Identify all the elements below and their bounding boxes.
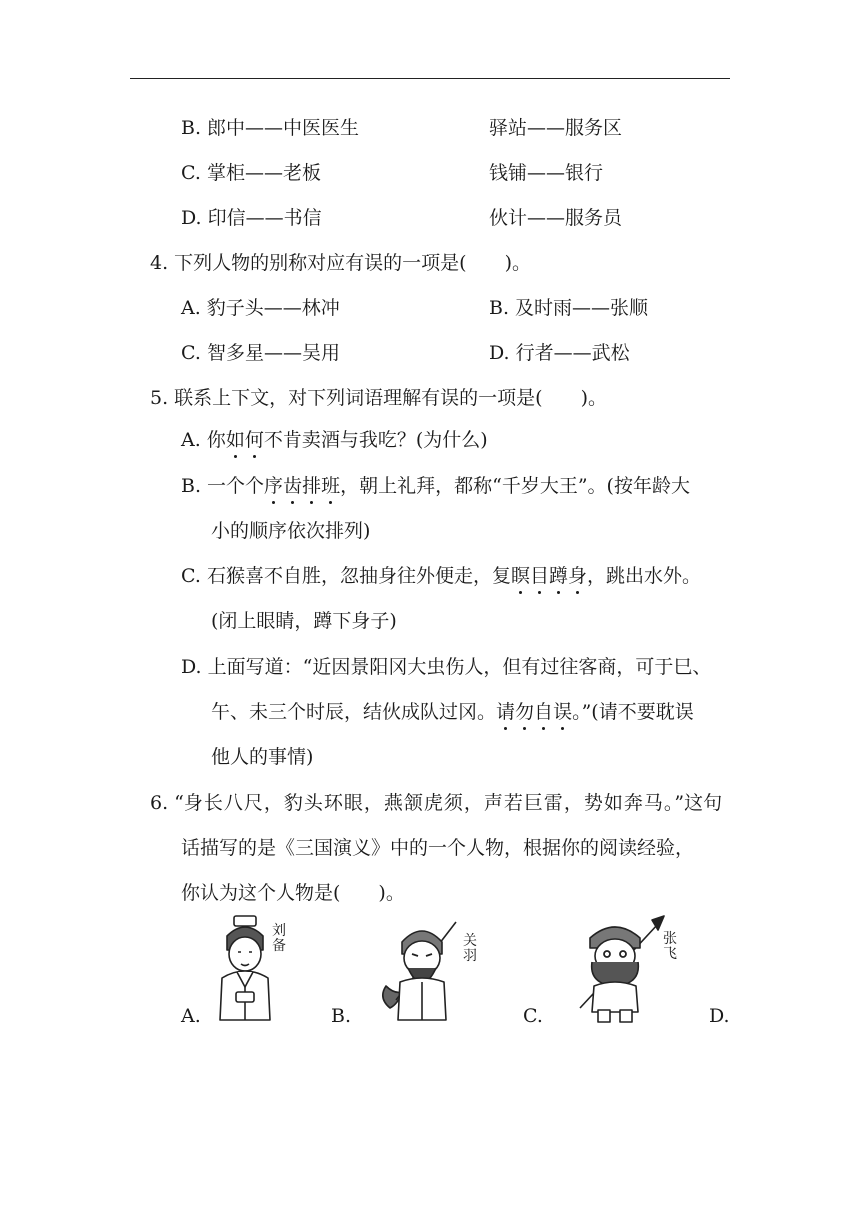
q5-a-pre: A. 你 [181, 429, 226, 451]
q6-option-d: D. [709, 1005, 730, 1027]
figure-label-liubei-char2: 备 [272, 938, 286, 954]
q5-c-dotted [511, 565, 587, 587]
q5-c-post: ，跳出水外。 [587, 565, 702, 587]
q5-c-line2: (闭上眼睛，蹲下身子) [211, 610, 397, 632]
figure-label-guanyu-char2: 羽 [463, 948, 477, 964]
q5-c-pre: C. 石猴喜不自胜，忽抽身往外便走，复 [181, 565, 511, 587]
guanyu-illustration-icon [372, 912, 468, 1024]
q5-a-dotted [226, 429, 264, 451]
emphasis-dot-char: 请 [496, 701, 516, 723]
figure-label-zhangfei [663, 932, 677, 962]
figure-guanyu [372, 912, 468, 1024]
q5-d-line2 [211, 700, 694, 724]
q6-stem-line1 [150, 791, 722, 815]
q6-quote-open: 6. “ [150, 792, 184, 814]
liubei-illustration-icon [210, 912, 280, 1024]
emphasis-dot-char: 瞑 [510, 565, 530, 587]
emphasis-dot-char: 如 [225, 429, 245, 451]
q5-d-post2: 。”(请不要耽误 [572, 701, 694, 723]
q5-d-dotted [496, 701, 572, 723]
figure-label-guanyu [463, 934, 477, 964]
q5-b-post: ，朝上礼拜，都称“千岁大王”。(按年龄大 [340, 475, 690, 497]
figure-label-zhangfei-char1: 张 [663, 931, 677, 947]
q4-option-d: D. 行者——武松 [489, 342, 630, 364]
q4-option-a: A. 豹子头——林冲 [181, 297, 340, 319]
q3-option-d-right: 伙计——服务员 [489, 207, 623, 229]
q6-quote-close: ”这句 [674, 792, 723, 814]
q3-option-b-right: 驿站——服务区 [489, 117, 623, 139]
q5-d-pre2: 午、未三个时辰，结伙成队过冈。 [211, 701, 497, 723]
figure-label-liubei-char1: 刘 [272, 923, 286, 939]
emphasis-dot-char: 序 [264, 475, 284, 497]
q5-option-d: D. 上面写道：“近因景阳冈大虫伤人，但有过往客商，可于巳、 [181, 656, 712, 678]
q5-b-dotted [264, 475, 340, 497]
emphasis-dot-char: 身 [568, 565, 588, 587]
zhangfei-illustration-icon [560, 910, 670, 1026]
q5-d-line3: 他人的事情) [211, 746, 314, 768]
q4-stem: 4. 下列人物的别称对应有误的一项是( )。 [150, 252, 531, 274]
q5-option-b [181, 474, 690, 498]
q3-option-c-left: C. 掌柜——老板 [181, 162, 321, 184]
q5-b-pre: B. 一个个 [181, 475, 265, 497]
q5-stem: 5. 联系上下文，对下列词语理解有误的一项是( )。 [150, 387, 607, 409]
emphasis-dot-char: 自 [534, 701, 554, 723]
emphasis-dot-char: 排 [302, 475, 322, 497]
q5-option-c [181, 564, 701, 588]
q5-b-line2: 小的顺序依次排列) [211, 520, 371, 542]
q3-option-c-right: 钱铺——银行 [489, 162, 604, 184]
header-rule [130, 78, 730, 79]
emphasis-dot-char: 何 [244, 429, 264, 451]
emphasis-dot-char: 齿 [283, 475, 303, 497]
emphasis-dot-char: 误 [553, 701, 573, 723]
q6-stem-line2: 话描写的是《三国演义》中的一个人物，根据你的阅读经验， [181, 837, 695, 859]
q5-option-a [181, 428, 488, 452]
q6-option-c: C. [523, 1005, 543, 1027]
q3-option-b-left: B. 郎中——中医医生 [181, 117, 360, 139]
emphasis-dot-char: 蹲 [548, 565, 568, 587]
emphasis-dot-char: 班 [321, 475, 341, 497]
figure-label-liubei [272, 924, 286, 954]
q6-option-a: A. [181, 1005, 201, 1027]
emphasis-dot-char: 目 [529, 565, 549, 587]
figure-liubei [210, 912, 280, 1024]
figure-zhangfei [560, 910, 670, 1026]
q6-quote: 身长八尺，豹头环眼，燕颔虎须，声若巨雷，势如奔马。 [183, 792, 675, 814]
q6-option-b: B. [331, 1005, 352, 1027]
q3-option-d-left: D. 印信——书信 [181, 207, 322, 229]
q6-stem-line3: 你认为这个人物是( )。 [181, 882, 405, 904]
q5-a-post: 不肯卖酒与我吃？(为什么) [263, 429, 488, 451]
q4-option-b: B. 及时雨——张顺 [489, 297, 649, 319]
q4-option-c: C. 智多星——吴用 [181, 342, 340, 364]
figure-label-guanyu-char1: 关 [463, 933, 477, 949]
emphasis-dot-char: 勿 [515, 701, 535, 723]
figure-label-zhangfei-char2: 飞 [663, 946, 677, 962]
